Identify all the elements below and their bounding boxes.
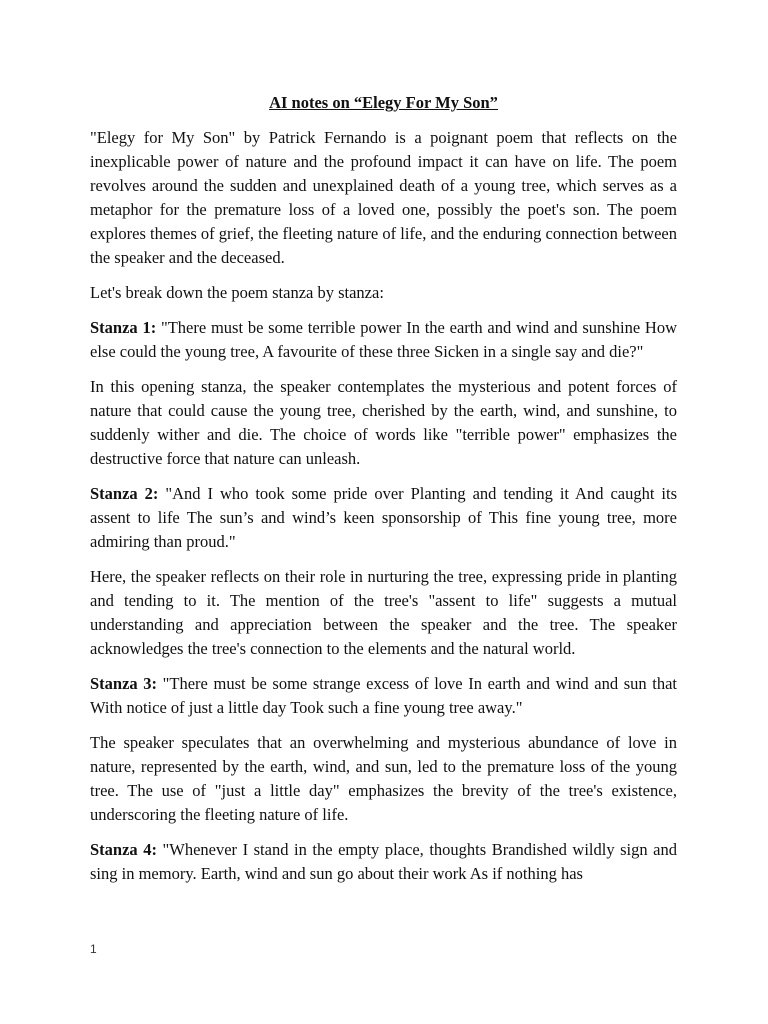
page-number: 1	[90, 942, 97, 956]
stanza-2-quote	[90, 482, 677, 554]
stanza-2-text: "And I who took some pride over Planting and tending it And caught its assent to life The sun’s and wind’s keen sponsorship of This fine young tree, more admiring than proud."	[90, 484, 677, 551]
stanza-3-label: Stanza 3:	[90, 674, 158, 693]
stanza-4-text: "Whenever I stand in the empty place, thoughts Brandished wildly sign and sing in memory. Earth, wind and sun go about their work As if nothing has	[90, 840, 677, 883]
stanza-3-analysis: The speaker speculates that an overwhelming and mysterious abundance of love in nature, represented by the earth, wind, and sun, led to the premature loss of the young tree. The use of "just a little day" emphasizes the brevity of the tree's existence, underscoring the fleeting nature of life.	[90, 733, 677, 824]
stanza-1-quote	[90, 316, 677, 364]
stanza-1-text: "There must be some terrible power In the earth and wind and sunshine How else could the young tree, A favourite of these three Sicken in a single say and die?"	[90, 318, 677, 361]
breakdown-intro: Let's break down the poem stanza by stanza:	[90, 283, 384, 302]
stanza-1-label: Stanza 1:	[90, 318, 157, 337]
stanza-2-label: Stanza 2:	[90, 484, 159, 503]
stanza-3-text: "There must be some strange excess of love In earth and wind and sun that With notice of just a little day Took such a fine young tree away."	[90, 674, 677, 717]
document-page	[90, 92, 677, 897]
stanza-4-quote	[90, 838, 677, 886]
document-title: AI notes on “Elegy For My Son”	[269, 93, 498, 112]
stanza-4-label: Stanza 4:	[90, 840, 157, 859]
stanza-3-quote	[90, 672, 677, 720]
stanza-2-analysis: Here, the speaker reflects on their role in nurturing the tree, expressing pride in planting and tending to it. The mention of the tree's "assent to life" suggests a mutual understanding and appreciation between the speaker and the tree. The speaker acknowledges the tree's connection to the elements and the natural world.	[90, 567, 677, 658]
stanza-1-analysis: In this opening stanza, the speaker contemplates the mysterious and potent forces of nature that could cause the young tree, cherished by the earth, wind, and sunshine, to suddenly wither and die. The choice of words like "terrible power" emphasizes the destructive force that nature can unleash.	[90, 377, 677, 468]
intro-paragraph: "Elegy for My Son" by Patrick Fernando is a poignant poem that reflects on the inexplicable power of nature and the profound impact it can have on life. The poem revolves around the sudden and unexplained death of a young tree, which serves as a metaphor for the premature loss of a loved one, possibly the poet's son. The poem explores themes of grief, the fleeting nature of life, and the enduring connection between the speaker and the deceased.	[90, 128, 677, 267]
